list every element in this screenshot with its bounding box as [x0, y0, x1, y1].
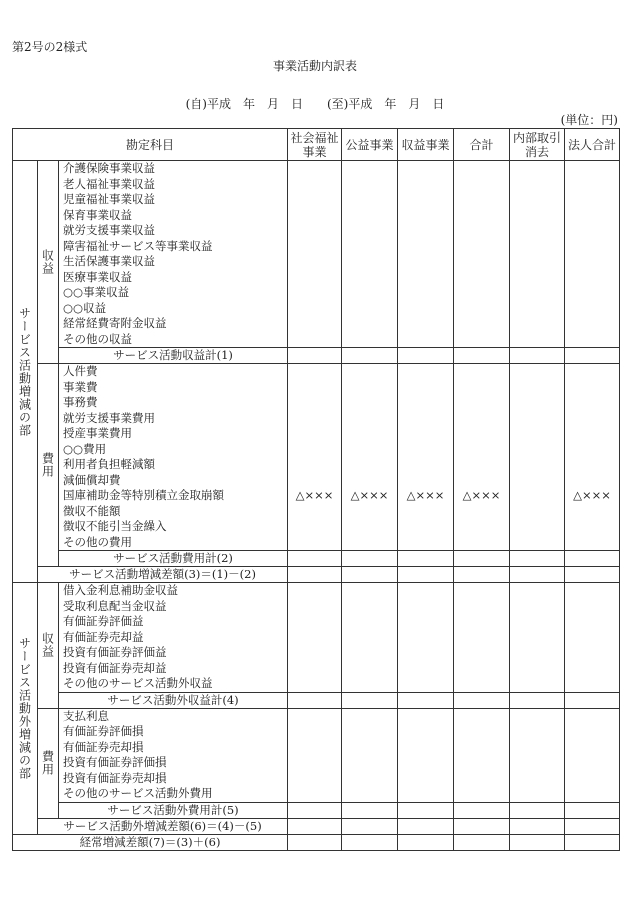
amount-cell[interactable]: [398, 818, 454, 834]
account-item: ○○収益: [63, 300, 107, 315]
account-item: 老人福祉事業収益: [63, 176, 155, 191]
revenue-items: [59, 583, 288, 693]
amount-line: [398, 395, 453, 411]
final-label: 経常増減差額(7)＝(3)＋(6): [13, 834, 288, 850]
amount-line: [510, 457, 564, 473]
account-item: 有価証券売却益: [63, 629, 144, 644]
amount-line: [510, 519, 564, 535]
amount-cell[interactable]: [565, 692, 620, 708]
amount-line: [565, 411, 619, 427]
amount-line: [565, 380, 619, 396]
amount-line: [342, 395, 397, 411]
account-item: 介護保険事業収益: [63, 161, 155, 175]
amount-line: [398, 457, 453, 473]
amount-line: [565, 457, 619, 473]
section-label-cell: [13, 583, 38, 835]
amount-line: [510, 380, 564, 396]
amount-line: [342, 504, 397, 520]
revenue-subtotal-row: [13, 348, 620, 364]
amount-cell[interactable]: [454, 834, 510, 850]
amount-line: [342, 411, 397, 427]
column-header: 内部取引消去: [510, 129, 565, 161]
amount-cell[interactable]: [342, 551, 398, 567]
amount-line: [565, 473, 619, 489]
amount-line: [288, 395, 341, 411]
column-header: 合計: [454, 129, 510, 161]
amount-line: [454, 395, 509, 411]
difference-label: サービス活動増減差額(3)＝(1)－(2): [38, 567, 288, 583]
amount-line: [510, 364, 564, 380]
amount-cell[interactable]: [510, 567, 565, 583]
amount-line: [454, 380, 509, 396]
expense-subtotal-row: [13, 802, 620, 818]
amount-cell[interactable]: [398, 348, 454, 364]
account-item: 借入金利息補助金収益: [63, 583, 178, 597]
amount-line: [454, 473, 509, 489]
amount-cell[interactable]: [454, 583, 510, 693]
amount-cell[interactable]: [454, 818, 510, 834]
unit-label: (単位：円): [560, 113, 618, 127]
amount-line: [510, 504, 564, 520]
expense-label: 費用: [40, 452, 55, 478]
amount-cell[interactable]: [342, 161, 398, 348]
account-item: 医療事業収益: [63, 269, 132, 284]
column-header: 社会福祉事業: [288, 129, 342, 161]
amount-line: [454, 535, 509, 551]
section-label: サービス活動増減の部: [17, 306, 32, 437]
amount-line: [288, 457, 341, 473]
account-item: 事業費: [63, 379, 98, 394]
amount-cell[interactable]: [510, 348, 565, 364]
revenue-label-cell: [38, 583, 59, 709]
amount-cell[interactable]: [398, 161, 454, 348]
amount-cell[interactable]: [565, 802, 620, 818]
amount-cell[interactable]: [454, 551, 510, 567]
account-item: 投資有価証券評価益: [63, 645, 167, 659]
amount-line: [454, 364, 509, 380]
amount-cell[interactable]: [398, 692, 454, 708]
amount-cell[interactable]: [565, 551, 620, 567]
amount-cell[interactable]: [510, 161, 565, 348]
expense-items-row: [13, 708, 620, 802]
expense-label-cell: [38, 708, 59, 818]
amount-line: [454, 457, 509, 473]
account-item: 支払利息: [63, 708, 109, 723]
account-item: その他のサービス活動外収益: [63, 676, 213, 690]
account-item: 徴収不能額: [63, 503, 121, 518]
account-item: その他のサービス活動外費用: [63, 786, 213, 800]
amount-cell[interactable]: [510, 802, 565, 818]
header-row: [13, 129, 620, 161]
amount-line: [510, 426, 564, 442]
amount-cell[interactable]: [454, 161, 510, 348]
amount-cell[interactable]: [398, 364, 454, 551]
amount-line: [288, 504, 341, 520]
column-header: 法人合計: [565, 129, 620, 161]
amount-line: [565, 519, 619, 535]
account-item: 投資有価証券売却益: [63, 660, 167, 675]
amount-cell[interactable]: [398, 567, 454, 583]
amount-line: [288, 473, 341, 489]
account-item: 就労支援事業費用: [63, 410, 155, 425]
period: (自)平成 年 月 日 (至)平成 年 月 日: [185, 97, 445, 111]
amount-cell[interactable]: [565, 583, 620, 693]
amount-cell[interactable]: [342, 802, 398, 818]
revenue-subtotal-label: サービス活動外収益計(4): [59, 692, 288, 708]
amount-cell[interactable]: [288, 364, 342, 551]
amount-cell[interactable]: [288, 692, 342, 708]
amount-line: [288, 380, 341, 396]
amount-line: [565, 504, 619, 520]
amount-line: [510, 473, 564, 489]
amount-line: [398, 442, 453, 458]
account-item: 事務費: [63, 395, 98, 409]
amount-line: [342, 519, 397, 535]
amount-line: △×××: [462, 488, 501, 502]
amount-line: △×××: [573, 488, 611, 502]
account-item: 有価証券評価損: [63, 724, 144, 738]
amount-cell[interactable]: [288, 161, 342, 348]
expense-subtotal-label: サービス活動費用計(2): [59, 551, 288, 567]
amount-line: [288, 426, 341, 442]
amount-cell[interactable]: [288, 802, 342, 818]
amount-cell[interactable]: [342, 583, 398, 693]
amount-line: [288, 519, 341, 535]
column-header: 公益事業: [342, 129, 398, 161]
breakdown-table: [12, 128, 620, 851]
account-item: 利用者負担軽減額: [63, 457, 155, 471]
amount-line: [565, 395, 619, 411]
expense-label: 費用: [40, 750, 55, 776]
amount-line: [342, 364, 397, 380]
revenue-label: 収益: [40, 632, 55, 659]
amount-cell[interactable]: [398, 583, 454, 693]
amount-line: [398, 380, 453, 396]
account-item: 児童福祉事業収益: [63, 192, 155, 206]
amount-cell[interactable]: [454, 348, 510, 364]
amount-cell[interactable]: [342, 348, 398, 364]
amount-line: [398, 519, 453, 535]
amount-cell[interactable]: [454, 567, 510, 583]
account-item: 就労支援事業収益: [63, 223, 155, 237]
account-item: 授産事業費用: [63, 426, 132, 440]
amount-line: [288, 442, 341, 458]
amount-line: [342, 442, 397, 458]
account-item: 障害福祉サービス等事業収益: [63, 238, 213, 253]
amount-line: [454, 442, 509, 458]
amount-line: [454, 504, 509, 520]
amount-line: △×××: [406, 488, 445, 502]
amount-line: [565, 364, 619, 380]
amount-line: [510, 442, 564, 458]
amount-line: [398, 426, 453, 442]
amount-cell[interactable]: [288, 567, 342, 583]
amount-line: [342, 535, 397, 551]
amount-line: [565, 426, 619, 442]
amount-cell[interactable]: [565, 161, 620, 348]
amount-line: [398, 504, 453, 520]
revenue-subtotal-row: [13, 692, 620, 708]
amount-line: [510, 395, 564, 411]
amount-cell[interactable]: [454, 692, 510, 708]
amount-cell[interactable]: [342, 834, 398, 850]
amount-cell[interactable]: [398, 708, 454, 802]
amount-cell[interactable]: [565, 818, 620, 834]
account-item: 投資有価証券売却損: [63, 770, 167, 785]
amount-line: [342, 457, 397, 473]
amount-cell[interactable]: [565, 567, 620, 583]
column-header-account: 勘定科目: [13, 129, 288, 161]
account-item: 経常経費寄附金収益: [63, 316, 167, 330]
difference-label: サービス活動外増減差額(6)＝(4)－(5): [38, 818, 288, 834]
difference-row: [13, 818, 620, 834]
difference-row: [13, 567, 620, 583]
amount-cell[interactable]: [342, 364, 398, 551]
revenue-items-row: [13, 161, 620, 348]
amount-cell[interactable]: [565, 708, 620, 802]
expense-label-cell: [38, 364, 59, 567]
final-row: [13, 834, 620, 850]
revenue-label: 収益: [40, 249, 55, 275]
account-item: ○○事業収益: [63, 285, 130, 299]
form-number: 第2号の2様式: [12, 40, 88, 54]
account-item: 受取利息配当金収益: [63, 598, 167, 613]
account-item: 減価償却費: [63, 472, 121, 487]
amount-line: [454, 519, 509, 535]
amount-cell[interactable]: [288, 834, 342, 850]
account-item: 国庫補助金等特別積立金取崩額: [63, 488, 224, 502]
revenue-subtotal-label: サービス活動収益計(1): [59, 348, 288, 364]
amount-cell[interactable]: [288, 708, 342, 802]
section-label-cell: [13, 161, 38, 583]
revenue-items-row: [13, 583, 620, 693]
amount-cell[interactable]: [288, 348, 342, 364]
amount-line: [288, 364, 341, 380]
amount-line: [342, 473, 397, 489]
amount-cell[interactable]: [342, 692, 398, 708]
amount-cell[interactable]: [510, 834, 565, 850]
amount-line: [288, 535, 341, 551]
account-item: その他の収益: [63, 331, 132, 346]
amount-line: [342, 380, 397, 396]
revenue-items: [59, 161, 288, 348]
amount-cell[interactable]: [510, 692, 565, 708]
expense-items: [59, 708, 288, 802]
amount-cell[interactable]: [565, 834, 620, 850]
account-item: 有価証券売却損: [63, 739, 144, 754]
expense-subtotal-row: [13, 551, 620, 567]
amount-cell[interactable]: [342, 818, 398, 834]
amount-cell[interactable]: [510, 708, 565, 802]
amount-cell[interactable]: [398, 802, 454, 818]
account-item: その他の費用: [63, 534, 132, 549]
amount-line: [454, 411, 509, 427]
section-label: サービス活動外増減の部: [17, 636, 32, 780]
account-item: 投資有価証券評価損: [63, 755, 167, 769]
amount-line: △×××: [295, 488, 334, 502]
column-header: 収益事業: [398, 129, 454, 161]
amount-cell[interactable]: [510, 551, 565, 567]
amount-cell[interactable]: [342, 567, 398, 583]
amount-cell[interactable]: [565, 364, 620, 551]
amount-line: [288, 411, 341, 427]
amount-line: [510, 535, 564, 551]
expense-items: [59, 364, 288, 551]
account-item: 人件費: [63, 364, 98, 378]
amount-cell[interactable]: [510, 818, 565, 834]
amount-cell[interactable]: [454, 364, 510, 551]
amount-line: [565, 442, 619, 458]
amount-cell[interactable]: [398, 834, 454, 850]
amount-line: [398, 364, 453, 380]
amount-line: △×××: [350, 488, 389, 502]
amount-cell[interactable]: [288, 551, 342, 567]
revenue-label-cell: [38, 161, 59, 364]
account-item: ○○費用: [63, 441, 107, 456]
account-item: 有価証券評価益: [63, 614, 144, 628]
amount-cell[interactable]: [510, 364, 565, 551]
amount-line: [398, 535, 453, 551]
account-item: 保育事業収益: [63, 207, 132, 222]
document-title: 事業活動内訳表: [272, 59, 357, 73]
amount-cell[interactable]: [565, 348, 620, 364]
amount-cell[interactable]: [288, 583, 342, 693]
amount-cell[interactable]: [454, 802, 510, 818]
expense-items-row: [13, 364, 620, 551]
amount-line: [342, 426, 397, 442]
amount-line: [398, 411, 453, 427]
amount-cell[interactable]: [398, 551, 454, 567]
account-item: 生活保護事業収益: [63, 254, 155, 268]
amount-line: [510, 488, 564, 504]
amount-line: [454, 426, 509, 442]
account-item: 徴収不能引当金繰入: [63, 519, 167, 533]
amount-cell[interactable]: [510, 583, 565, 693]
expense-subtotal-label: サービス活動外費用計(5): [59, 802, 288, 818]
amount-line: [510, 411, 564, 427]
amount-cell[interactable]: [454, 708, 510, 802]
amount-line: [398, 473, 453, 489]
amount-line: [565, 535, 619, 551]
amount-cell[interactable]: [288, 818, 342, 834]
amount-cell[interactable]: [342, 708, 398, 802]
